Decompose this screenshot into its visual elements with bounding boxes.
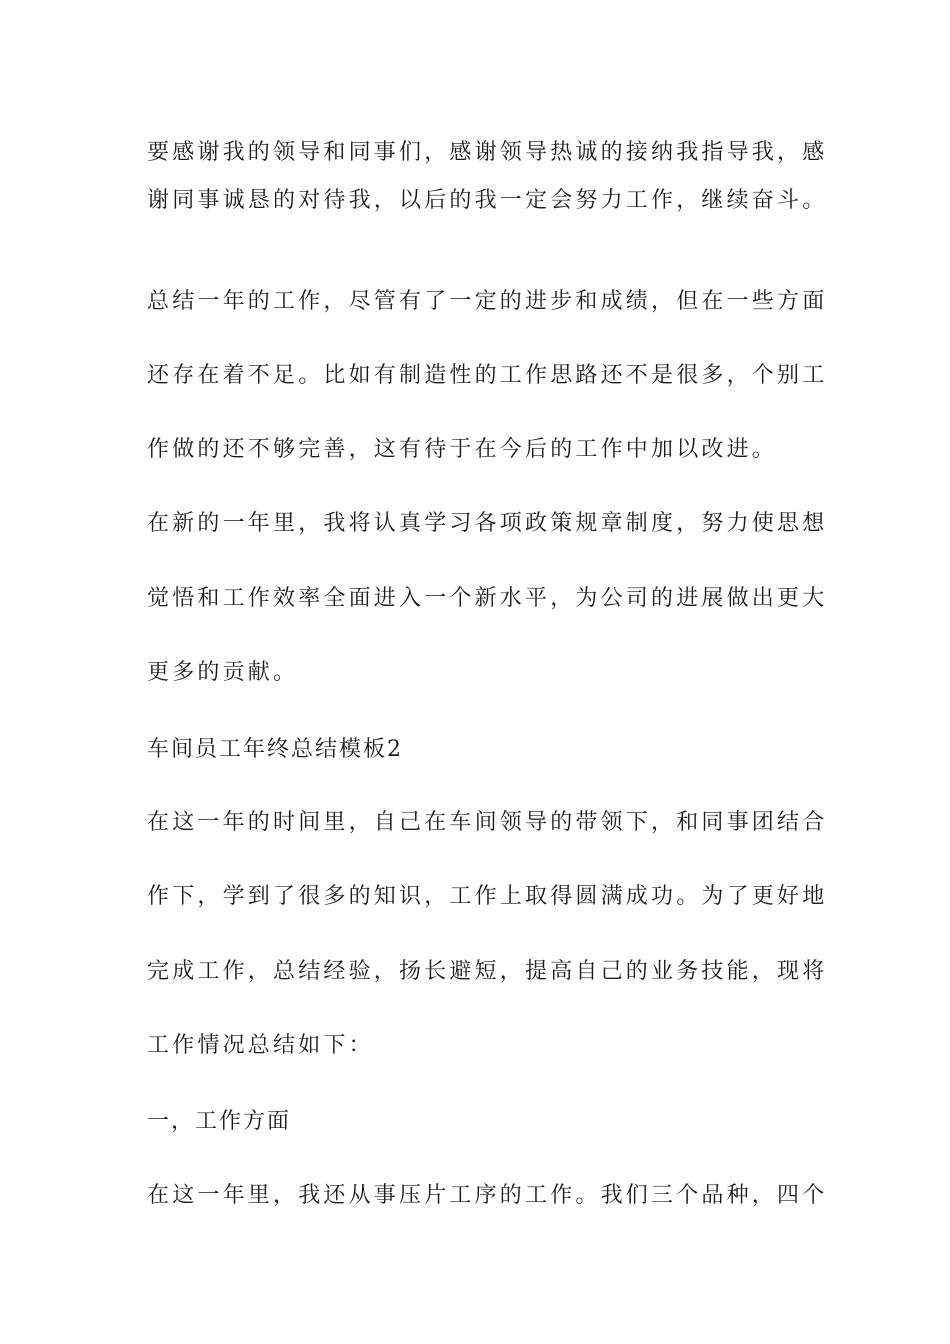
paragraph-line: 觉悟和工作效率全面进入一个新水平，为公司的进展做出更大: [147, 586, 828, 611]
paragraph-line: 作做的还不够完善，这有待于在今后的工作中加以改进。: [147, 437, 778, 462]
paragraph-line: 完成工作，总结经验，扬长避短，提高自己的业务技能，现将: [147, 959, 828, 984]
section-heading: 车间员工年终总结模板2: [147, 737, 403, 762]
paragraph-line: 更多的贡献。: [147, 660, 299, 685]
paragraph-line: 在这一年里，我还从事压片工序的工作。我们三个品种，四个: [147, 1183, 828, 1208]
paragraph-line: 总结一年的工作，尽管有了一定的进步和成绩，但在一些方面: [147, 289, 828, 314]
paragraph-line: 作下，学到了很多的知识，工作上取得圆满成功。为了更好地: [147, 884, 828, 909]
paragraph-line: 在这一年的时间里，自己在车间领导的带领下，和同事团结合: [147, 810, 828, 835]
paragraph-line: 谢同事诚恳的对待我，以后的我一定会努力工作，继续奋斗。: [147, 188, 828, 213]
paragraph-line: 在新的一年里，我将认真学习各项政策规章制度，努力使思想: [147, 511, 828, 536]
paragraph-line: 工作情况总结如下：: [147, 1033, 374, 1058]
paragraph-line: 要感谢我的领导和同事们，感谢领导热诚的接纳我指导我，感: [147, 140, 828, 165]
paragraph-line: 还存在着不足。比如有制造性的工作思路还不是很多，个别工: [147, 363, 828, 388]
subsection-heading: 一，工作方面: [147, 1109, 292, 1134]
